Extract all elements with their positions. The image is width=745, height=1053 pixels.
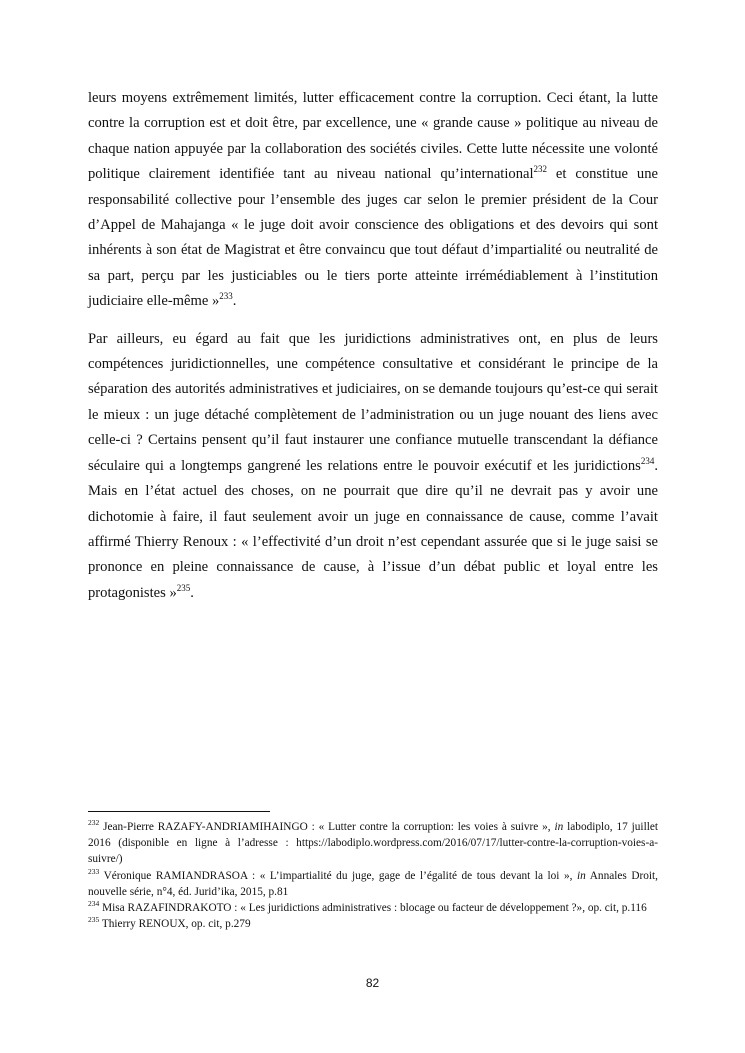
footnotes bbox=[88, 819, 658, 932]
footnote: $^{234}$ Misa RAZAFINDRAKOTO : « Les juridictions administratives : blocage ou facteur de développement ?», op. cit, p.116 bbox=[88, 899, 647, 915]
footnote: $^{235}$ Thierry RENOUX, op. cit, p.279 bbox=[88, 915, 251, 931]
footnote-ref[interactable]: 234 bbox=[640, 455, 655, 466]
footnote-number: 235 bbox=[88, 915, 100, 925]
footnote: $^{232}$ Jean-Pierre RAZAFY-ANDRIAMIHAINGO : « Lutter contre la corruption: les voies à suivre », in labodiplo, 17 juillet 2016 (disponible en ligne à l’adresse : https://labodiplo.wordpress.com/2016/07/17/lutter-contre-la-corruption-voies-a-suivre/) bbox=[88, 818, 658, 866]
footnote-number: 233 bbox=[88, 866, 100, 876]
footnote-ref[interactable]: 235 bbox=[176, 582, 191, 593]
paragraph: Par ailleurs, eu égard au fait que les juridictions administratives ont, en plus de leurs compétences juridictionnelles, une compétence consultative et considérant le principe de la séparation des autorités administratives et judiciaires, on se demande toujours qu’est-ce qui serait le mieux : un juge détaché complètement de l’administration ou un juge nouant des liens avec celle-ci ? Certains pensent qu’il faut instaurer une confiance mutuelle transcendant la défiance séculaire qui a longtemps gangrené les relations entre le pouvoir exécutif et les juridictions$^{234}$. Mais en l’état actuel des choses, on ne pourrait que dire qu’il ne devrait pas y avoir une dichotomie à faire, il faut seulement avoir un juge en connaissance de cause, comme l’avait affirmé Thierry Renoux : « l’effectivité d’un droit n’est cependant assurée que si le juge saisi se prononce en pleine connaissance de cause, à l’issue d’un débat public et loyal entre les protagonistes »$^{235}$. bbox=[88, 330, 658, 601]
body-text bbox=[88, 86, 658, 606]
footnote-ref[interactable]: 233 bbox=[219, 291, 233, 302]
page-number: 82 bbox=[365, 976, 380, 990]
footnote-separator bbox=[88, 811, 270, 812]
footnote: $^{233}$ Véronique RAMIANDRASOA : « L’impartialité du juge, gage de l’égalité de tous devant la loi », in Annales Droit, nouvelle série, n°4, éd. Jurid’ika, 2015, p.81 bbox=[88, 866, 659, 898]
paragraph: leurs moyens extrêmement limités, lutter efficacement contre la corruption. Ceci étant, la lutte contre la corruption est et doit être, par excellence, une « grande cause » politique au niveau de chaque nation appuyée par la collaboration des sociétés civiles. Cette lutte nécessite une volonté politique clairement identifiée tant au niveau national qu’international$^{232}$ et constitue une responsabilité collective pour l’ensemble des juges car selon le premier président de la Cour d’Appel de Mahajanga « le juge doit avoir conscience des obligations et des devoirs qui sont inhérents à son état de Magistrat et être convaincu que tout défaut d’impartialité ou neutralité de sa part, perçu par les justiciables ou le tiers porte atteinte irrémédiablement à l’institution judiciaire elle-même »$^{233}$. bbox=[88, 90, 658, 310]
footnote-number: 232 bbox=[88, 818, 100, 828]
footnote-number: 234 bbox=[88, 899, 100, 909]
footnote-ref[interactable]: 232 bbox=[533, 164, 548, 175]
